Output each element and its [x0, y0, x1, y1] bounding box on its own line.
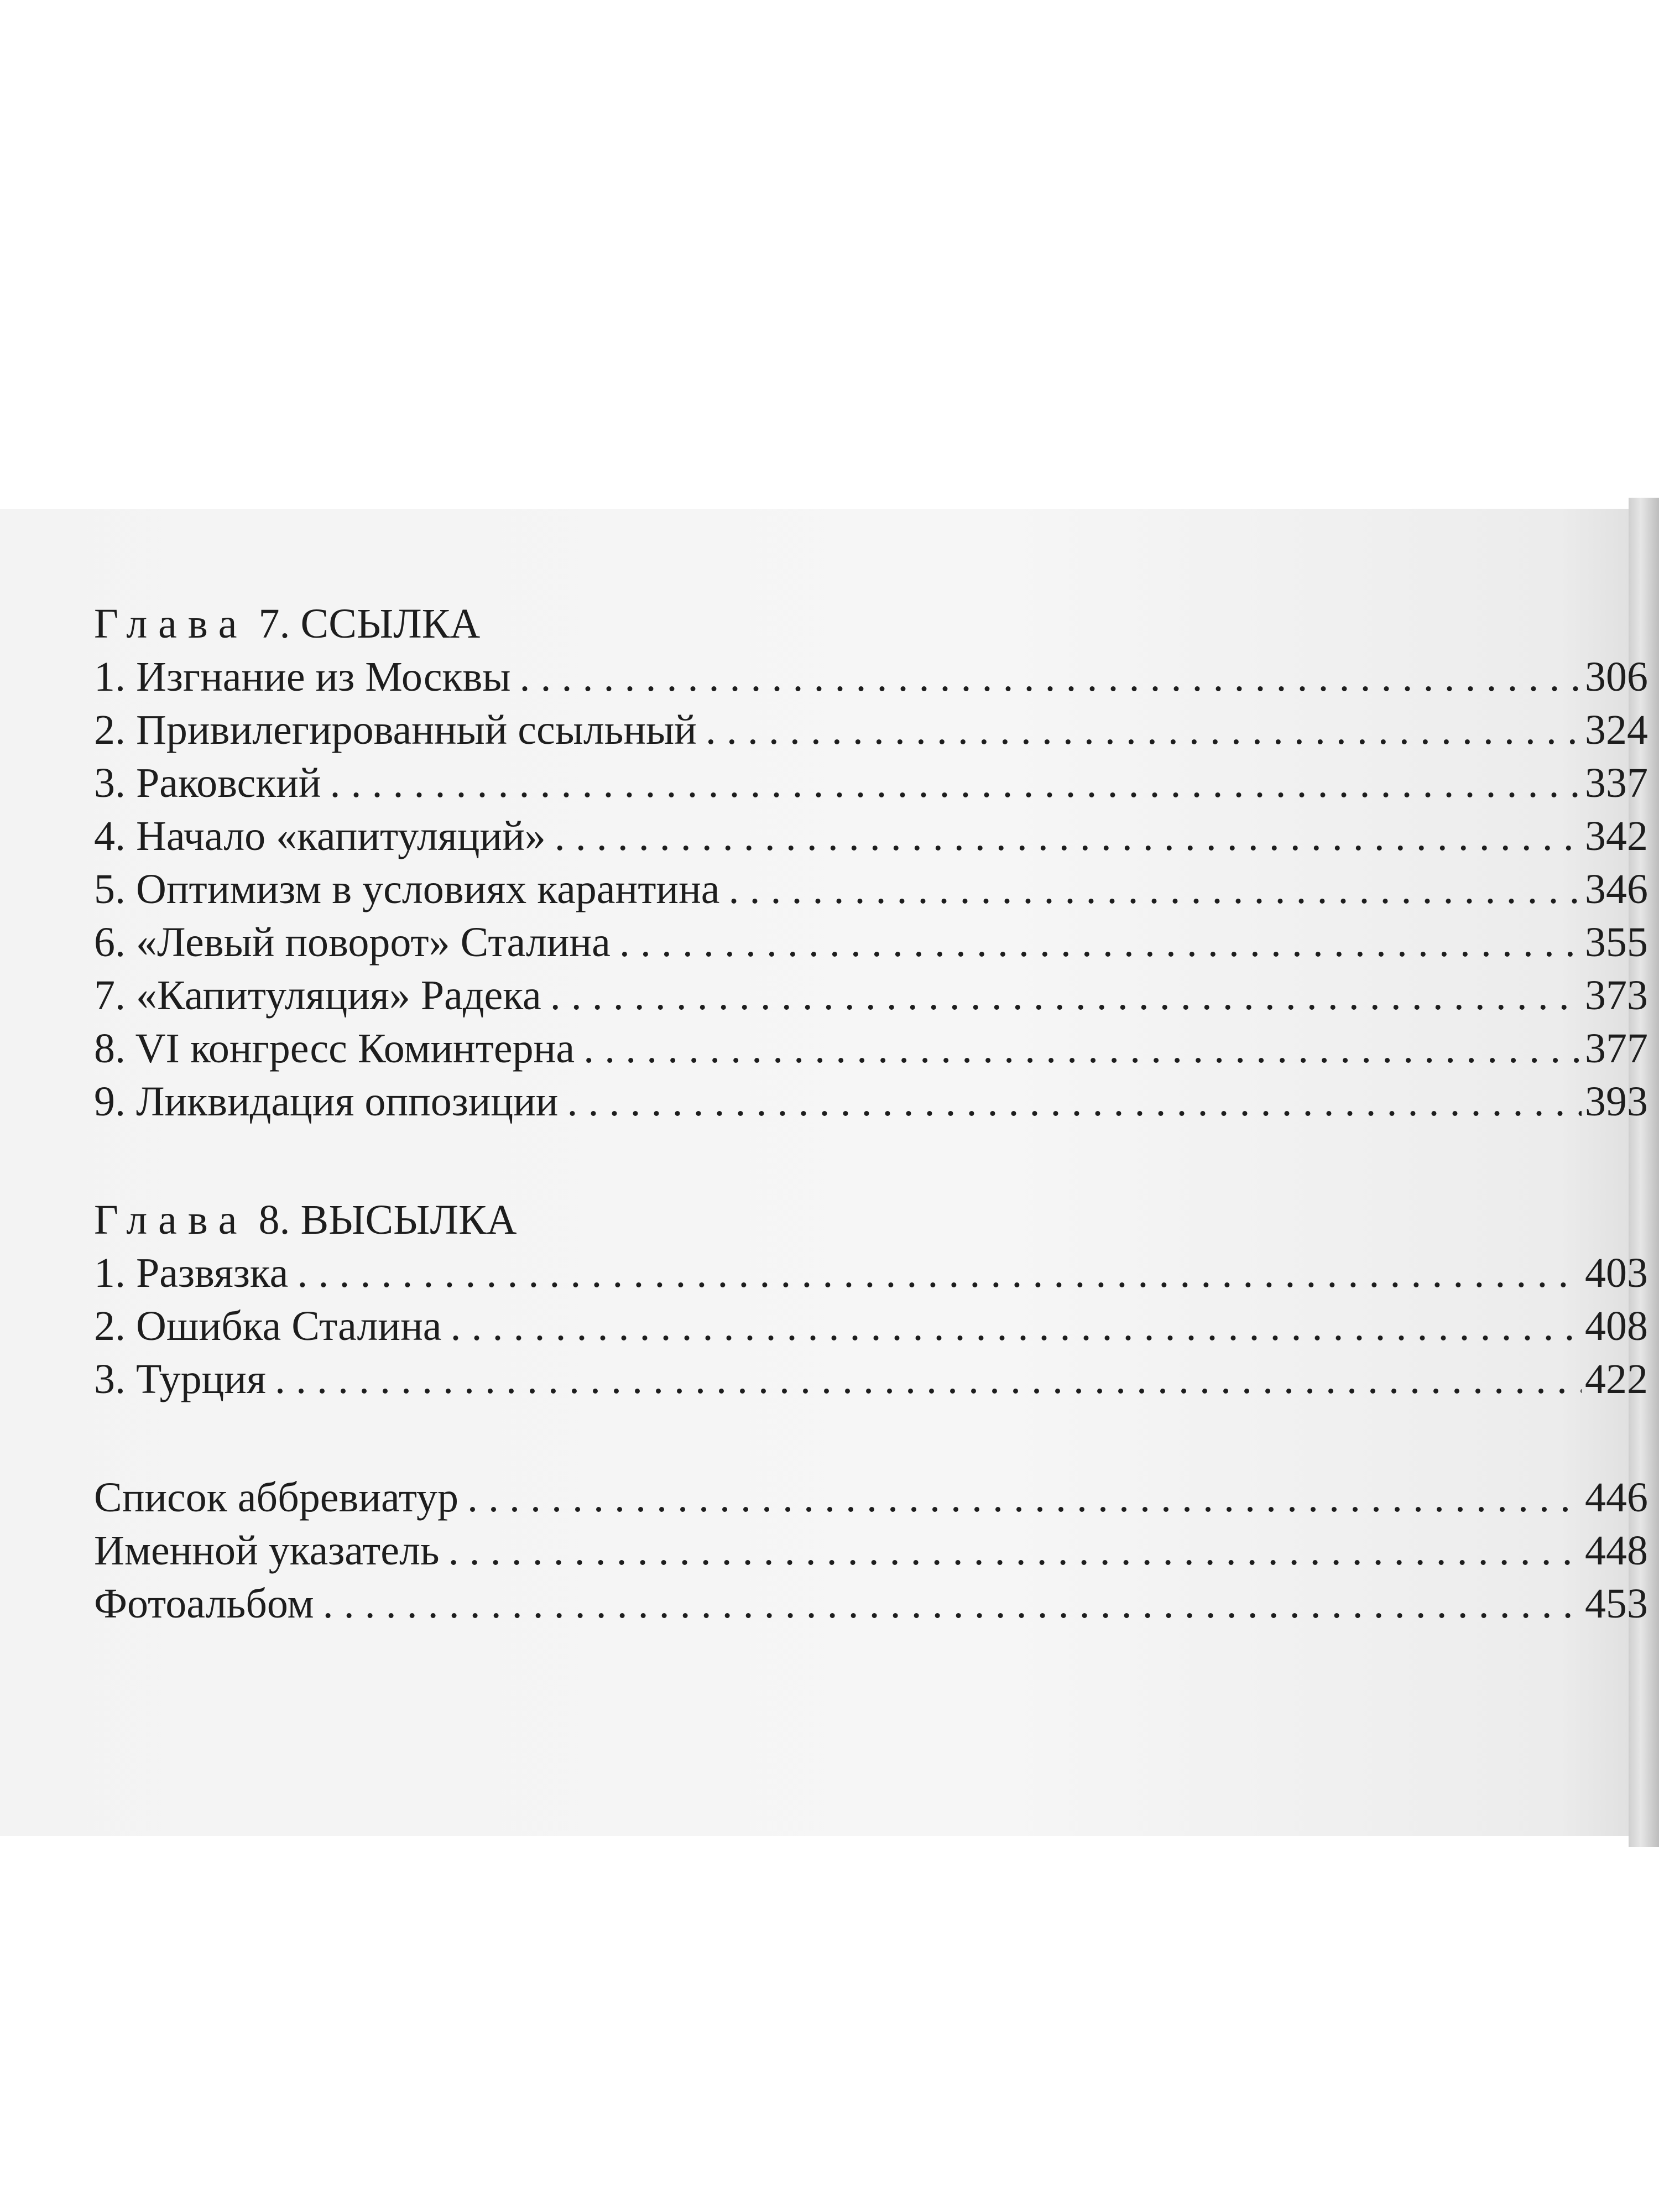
- table-of-contents: [94, 597, 1648, 1630]
- toc-entry-page: 446: [1585, 1474, 1648, 1521]
- toc-entry-page: 403: [1585, 1250, 1648, 1296]
- toc-entry: [94, 650, 1648, 703]
- dot-leader: [448, 1524, 1582, 1577]
- dot-leader: [467, 1471, 1582, 1524]
- toc-entry-title: 1. Изгнание из Москвы: [94, 654, 511, 700]
- toc-entry: [94, 1300, 1648, 1353]
- toc-entry: [94, 863, 1648, 916]
- toc-entry-title: 3. Раковский: [94, 760, 321, 806]
- toc-entry-title: 5. Оптимизм в условиях карантина: [94, 866, 720, 912]
- toc-entry-page: 337: [1585, 760, 1648, 806]
- toc-entry-page: 453: [1585, 1580, 1648, 1627]
- chapter-7-heading: [94, 597, 1648, 650]
- toc-entry-page: 393: [1585, 1078, 1648, 1125]
- toc-entry: [94, 757, 1648, 810]
- dot-leader: [583, 1022, 1582, 1075]
- toc-entry-page: 448: [1585, 1527, 1648, 1574]
- toc-entry: [94, 1577, 1648, 1630]
- toc-entry-title: 2. Ошибка Сталина: [94, 1303, 442, 1349]
- dot-leader: [706, 703, 1582, 757]
- back-matter-section: [94, 1471, 1648, 1630]
- toc-entry-title: 9. Ликвидация оппозиции: [94, 1078, 559, 1125]
- dot-leader: [275, 1353, 1582, 1406]
- toc-entry: [94, 1246, 1648, 1300]
- dot-leader: [450, 1300, 1582, 1353]
- toc-entry-title: Именной указатель: [94, 1527, 440, 1574]
- toc-entry: [94, 703, 1648, 757]
- dot-leader: [555, 810, 1582, 863]
- toc-entry-title: 8. VI конгресс Коминтерна: [94, 1025, 575, 1072]
- toc-entry-title: Фотоальбом: [94, 1580, 314, 1627]
- toc-entry: [94, 1075, 1648, 1128]
- toc-entry-title: Список аббревиатур: [94, 1474, 459, 1521]
- toc-entry-page: 306: [1585, 654, 1648, 700]
- chapter-8-heading: [94, 1193, 1648, 1246]
- toc-entry: [94, 810, 1648, 863]
- chapter-7-title: 7. ССЫЛКА: [258, 601, 481, 647]
- toc-entry: [94, 1524, 1648, 1577]
- chapter-7-word: Глава: [94, 601, 248, 647]
- toc-entry-title: 4. Начало «капитуляций»: [94, 813, 546, 859]
- toc-entry-title: 6. «Левый поворот» Сталина: [94, 919, 611, 966]
- toc-entry-page: 422: [1585, 1356, 1648, 1402]
- toc-entry-page: 342: [1585, 813, 1648, 859]
- dot-leader: [550, 969, 1582, 1022]
- toc-entry-title: 1. Развязка: [94, 1250, 289, 1296]
- dot-leader: [330, 757, 1582, 810]
- dot-leader: [519, 650, 1582, 703]
- toc-entry-page: 346: [1585, 866, 1648, 912]
- toc-entry-page: 373: [1585, 972, 1648, 1019]
- toc-entry-title: 2. Привилегированный ссыльный: [94, 707, 697, 753]
- dot-leader: [619, 916, 1582, 969]
- chapter-7-section: [94, 597, 1648, 1128]
- toc-entry-page: 408: [1585, 1303, 1648, 1349]
- toc-entry-title: 7. «Капитуляция» Радека: [94, 972, 541, 1019]
- toc-entry-page: 355: [1585, 919, 1648, 966]
- toc-entry-title: 3. Турция: [94, 1356, 266, 1402]
- dot-leader: [567, 1075, 1582, 1128]
- toc-entry-page: 377: [1585, 1025, 1648, 1072]
- dot-leader: [297, 1246, 1582, 1300]
- toc-entry: [94, 1353, 1648, 1406]
- toc-entry: [94, 969, 1648, 1022]
- chapter-8-title: 8. ВЫСЫЛКА: [258, 1197, 517, 1243]
- toc-entry: [94, 1471, 1648, 1524]
- chapter-8-word: Глава: [94, 1197, 248, 1243]
- dot-leader: [729, 863, 1582, 916]
- toc-entry: [94, 1022, 1648, 1075]
- dot-leader: [323, 1577, 1582, 1630]
- chapter-8-section: [94, 1193, 1648, 1406]
- toc-entry: [94, 916, 1648, 969]
- toc-entry-page: 324: [1585, 707, 1648, 753]
